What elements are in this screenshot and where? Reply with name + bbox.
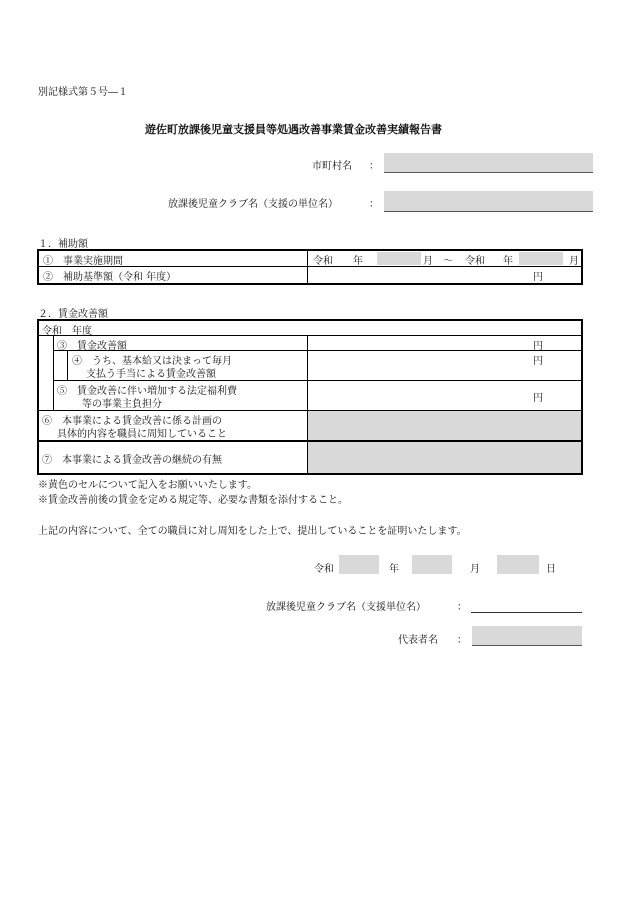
period-end-month-input[interactable] [519,252,563,265]
page-title: 遊佐町放課後児童支援員等処遇改善事業賃金改善実績報告書 [145,123,442,136]
item6-line2: 具体的内容を職員に周知していること [57,429,227,440]
colon: ： [369,199,379,210]
item4-line1: ④ うち、基本給又は決まって毎月 [72,356,232,367]
date-year-input[interactable] [339,555,379,574]
section1-heading: １．補助額 [38,239,88,250]
year-label: 令和 年度 [42,326,92,337]
date-month-input[interactable] [412,555,452,574]
municipality-label: 市町村名 [312,161,352,172]
representative-input[interactable] [472,626,582,646]
section2-heading: ２．賃金改善額 [38,309,108,320]
period-reiwa: 令和 [313,256,333,267]
item6-line1: ⑥ 本事業による賃金改善に係る計画の [42,416,222,427]
form-id: 別記様式第５号―１ [38,87,128,98]
colon: ： [457,635,467,646]
item5-unit: 円 [533,393,543,404]
item3-unit: 円 [533,341,543,352]
item4-unit: 円 [533,356,543,367]
note-1: ※黄色のセルについて記入をお願いいたします。 [38,480,257,491]
item7-input[interactable] [308,442,581,473]
date-day-label: 日 [546,564,556,575]
certification-text: 上記の内容について、全ての職員に対し周知をした上で、提出していることを証明いたします。 [38,526,467,537]
item4-line2: 支払う手当による賃金改善額 [86,369,216,380]
municipality-input[interactable] [384,153,593,173]
club-input[interactable] [384,191,593,212]
period-label: ① 事業実施期間 [43,256,123,267]
date-year-label: 年 [389,564,399,575]
base-amount-label: ② 補助基準額（令和 年度） [43,272,177,283]
base-amount-unit: 円 [533,272,543,283]
footer-club-input[interactable] [471,593,582,613]
period-year2: 年 [503,256,513,267]
wage-table [37,319,583,475]
colon: ： [369,161,379,172]
representative-label: 代表者名 [398,635,438,646]
item7-label: ⑦ 本事業による賃金改善の継続の有無 [42,455,222,466]
period-tilde: ～ [443,256,453,267]
club-label: 放課後児童クラブ名（支援の単位名） [168,199,338,210]
period-month: 月 [423,256,433,267]
note-2: ※賃金改善前後の賃金を定める規定等、必要な書類を添付すること。 [38,495,348,506]
period-reiwa2: 令和 [465,256,485,267]
period-start-month-input[interactable] [377,252,421,265]
colon: ： [457,602,467,613]
item5-line2: 等の事業主負担分 [82,399,162,410]
item6-input[interactable] [308,411,581,440]
item5-line1: ⑤ 賃金改善に伴い増加する法定福利費 [57,386,237,397]
date-month-label: 月 [470,564,480,575]
date-reiwa: 令和 [314,564,334,575]
subsidy-table [37,249,583,285]
period-year: 年 [353,256,363,267]
item3-label: ③ 賃金改善額 [57,341,127,352]
footer-club-label: 放課後児童クラブ名（支援単位名） [266,602,426,613]
period-month2: 月 [569,256,579,267]
date-day-input[interactable] [497,555,539,574]
